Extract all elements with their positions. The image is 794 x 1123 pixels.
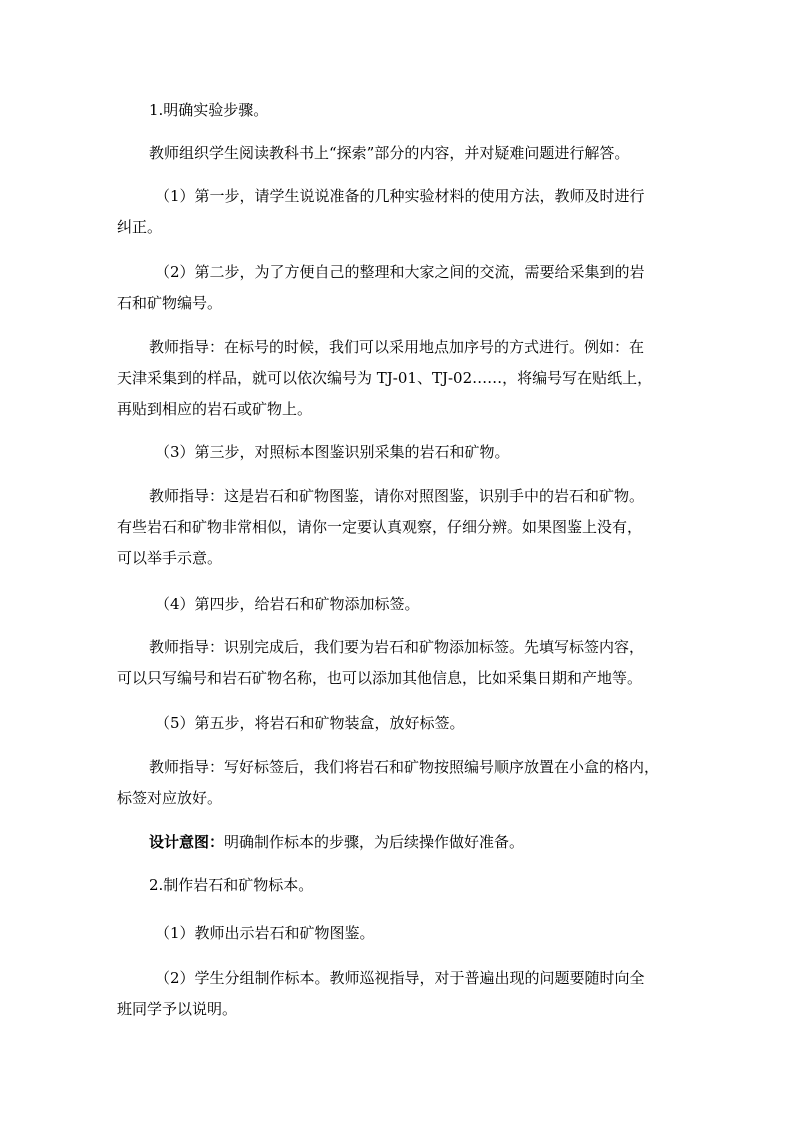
paragraph-guide-1 (117, 332, 685, 425)
text-line: 教师指导：识别完成后，我们要为岩石和矿物添加标签。先填写标签内容， (149, 638, 645, 656)
paragraph-make-2 (117, 963, 685, 1025)
heading-step-2 (117, 870, 685, 901)
paragraph-step-1 (117, 181, 685, 243)
paragraph-guide-2 (117, 481, 685, 574)
text-line: 纠正。 (117, 218, 163, 236)
paragraph-design-intent (117, 827, 685, 858)
text-line: （5）第五步，将岩石和矿物装盒，放好标签。 (155, 714, 465, 732)
paragraph-step-2 (117, 257, 685, 319)
text-line: 教师指导：写好标签后，我们将岩石和矿物按照编号顺序放置在小盒的格内， (149, 758, 660, 776)
paragraph-step-5 (117, 708, 685, 739)
text-line: （1）教师出示岩石和矿物图鉴。 (155, 924, 375, 942)
text-line: 可以举手示意。 (117, 549, 223, 567)
text-line: （1）第一步，请学生说说准备的几种实验材料的使用方法，教师及时进行 (155, 187, 645, 205)
paragraph-guide-3 (117, 632, 685, 694)
text-line: 教师组织学生阅读教科书上“探索”部分的内容，并对疑难问题进行解答。 (149, 144, 630, 162)
design-intent-text: 明确制作标本的步骤，为后续操作做好准备。 (224, 833, 525, 851)
text-line: 可以只写编号和岩石矿物名称，也可以添加其他信息，比如采集日期和产地等。 (117, 669, 643, 687)
text-line: 天津采集到的样品，就可以依次编号为 TJ-01、TJ-02……，将编号写在贴纸上， (117, 369, 653, 387)
heading-step-1 (117, 95, 685, 126)
paragraph-make-1 (117, 918, 685, 949)
paragraph-step-3 (117, 437, 685, 468)
text-line: 有些岩石和矿物非常相似，请你一定要认真观察，仔细分辨。如果图鉴上没有， (117, 518, 643, 536)
paragraph-reading (117, 138, 685, 169)
text-line (117, 827, 685, 858)
design-intent-label: 设计意图： (149, 833, 225, 851)
text-line: 班同学予以说明。 (117, 1000, 238, 1018)
text-line: 标签对应放好。 (117, 789, 223, 807)
text-line: （2）第二步，为了方便自己的整理和大家之间的交流，需要给采集到的岩 (155, 263, 645, 281)
text-line: 2.制作岩石和矿物标本。 (149, 876, 314, 894)
text-line: （3）第三步，对照标本图鉴识别采集的岩石和矿物。 (155, 443, 510, 461)
text-line: 再贴到相应的岩石或矿物上。 (117, 400, 313, 418)
text-line: 教师指导：这是岩石和矿物图鉴，请你对照图鉴，识别手中的岩石和矿物。 (149, 487, 645, 505)
paragraph-guide-4 (117, 752, 685, 814)
text-line: 教师指导：在标号的时候，我们可以采用地点加序号的方式进行。例如：在 (149, 338, 645, 356)
text-line: （2）学生分组制作标本。教师巡视指导，对于普遍出现的问题要随时向全 (155, 969, 645, 987)
text-line: 1.明确实验步骤。 (149, 101, 269, 119)
paragraph-step-4 (117, 589, 685, 620)
text-line: （4）第四步，给岩石和矿物添加标签。 (155, 595, 420, 613)
text-line: 石和矿物编号。 (117, 294, 223, 312)
